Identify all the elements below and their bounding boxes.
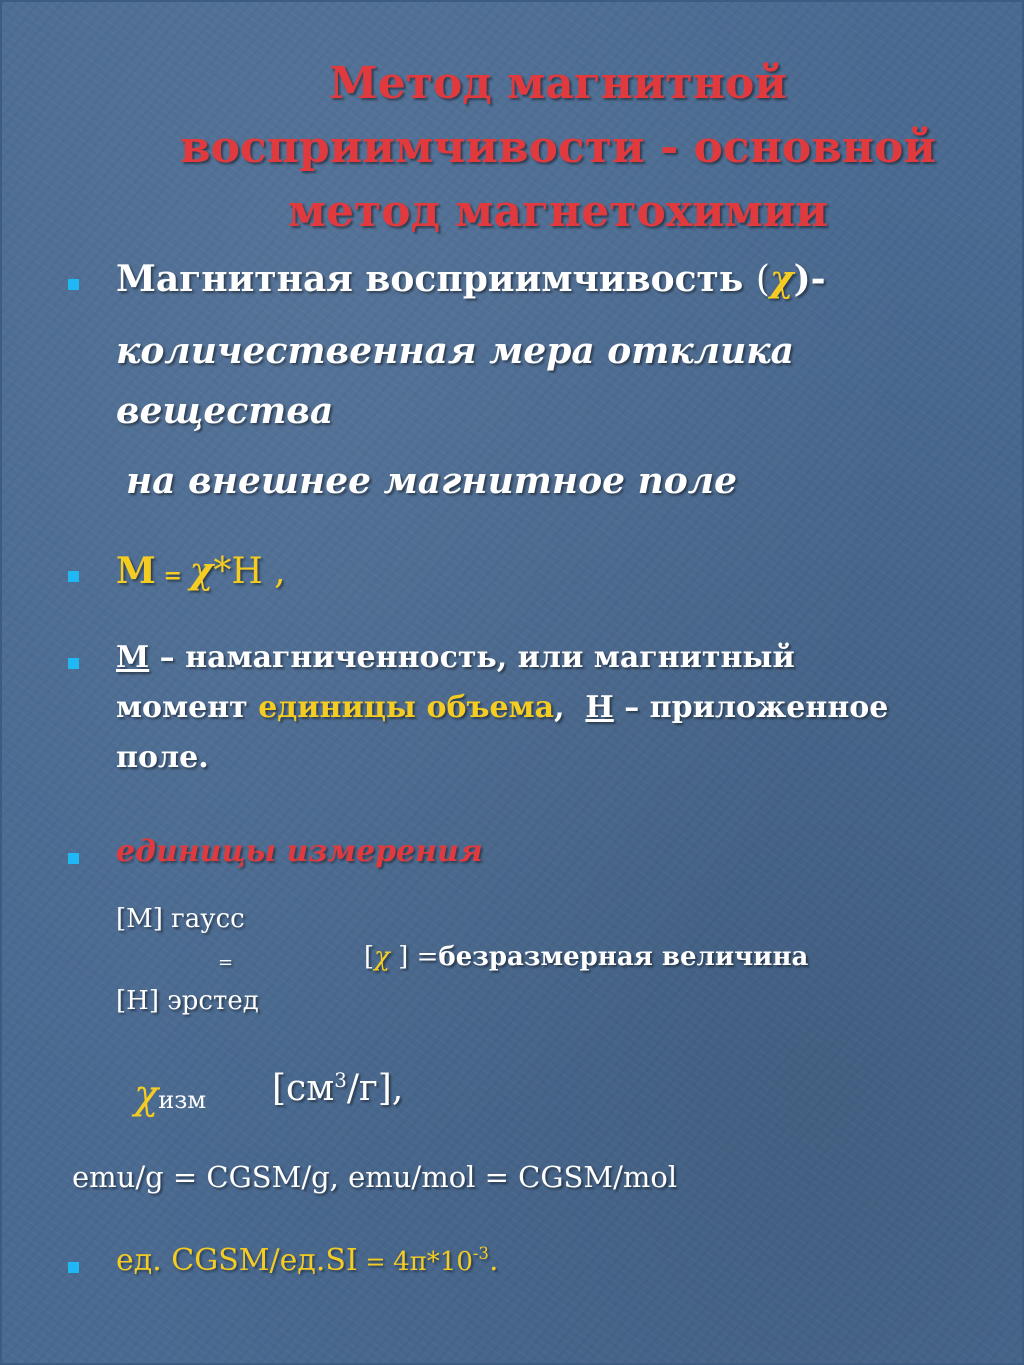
unit-m: [M] гаусс [116, 904, 245, 934]
symbol-h: H [585, 690, 614, 725]
unit-volume-highlight: единицы объема [258, 690, 555, 725]
conversion-exp: -3 [472, 1244, 489, 1263]
bullet-marker-2 [68, 571, 79, 582]
conversion-eq: = [357, 1248, 394, 1276]
unit-h-text: [H] эрстед [116, 986, 259, 1016]
unit-cubed: 3 [334, 1069, 347, 1092]
definition-line-2: вещества [116, 390, 334, 432]
moment-text: момент [116, 690, 259, 725]
definition-line-3: на внешнее магнитное поле [126, 460, 738, 502]
emu-equivalence: emu/g = CGSM/g, emu/mol = CGSM/mol [72, 1160, 678, 1194]
conversion-end: . [488, 1243, 499, 1278]
paren-close: )- [793, 258, 826, 300]
paren-open: ( [755, 259, 770, 300]
comma: , [554, 690, 565, 725]
slide-title [100, 52, 1016, 244]
unit-h [116, 986, 259, 1016]
unit-equals: = [218, 952, 234, 973]
chi-measured [134, 1072, 206, 1118]
chi-measured-unit [272, 1068, 403, 1109]
bullet-marker-1 [68, 279, 79, 290]
symbol-m: М [116, 640, 150, 675]
formula-eq: = [155, 563, 190, 589]
chi-dimensionless [364, 942, 808, 972]
conversion-left: ед. CGSM/ед.SI [116, 1243, 358, 1278]
formula-chi: χ [189, 550, 214, 592]
bullet-marker-3 [68, 658, 79, 669]
chi-measured-symbol: χ [134, 1072, 159, 1118]
susceptibility-term [116, 258, 826, 300]
bullet-marker-5 [68, 1262, 79, 1273]
title-line-1: Метод магнитной [329, 58, 787, 109]
title-line-3: метод магнетохимии [287, 186, 829, 237]
unit-cm: [см [272, 1068, 335, 1109]
applied-text: – приложенное [613, 690, 889, 725]
chi-symbol: χ [769, 258, 794, 300]
susceptibility-label: Магнитная восприимчивость [116, 258, 744, 300]
conversion-value: 4π*10 [393, 1247, 473, 1277]
chi-bracket-close: ] = [389, 942, 439, 972]
chi-bracket-open: [ [364, 942, 375, 972]
bullet-marker-4 [68, 853, 79, 864]
chi-unit-symbol: χ [374, 942, 390, 972]
chi-measured-subscript: изм [158, 1086, 207, 1114]
magnetization-line-2 [116, 690, 888, 725]
formula-m-chi-h [116, 550, 286, 592]
title-line-2: восприимчивости - основной [180, 122, 936, 173]
formula-rest: *H , [213, 551, 286, 592]
formula-m: М [116, 550, 156, 592]
definition-line-1: количественная мера отклика [116, 330, 794, 372]
magnetization-line-1 [116, 640, 795, 675]
unit-per-g: /г], [346, 1068, 404, 1109]
units-heading: единицы измерения [116, 834, 483, 869]
dimensionless-text: безразмерная величина [438, 942, 809, 972]
magnetization-text: – намагниченность, или магнитный [149, 640, 795, 675]
magnetization-line-3: поле. [116, 740, 209, 775]
cgsm-si-conversion [116, 1243, 498, 1278]
